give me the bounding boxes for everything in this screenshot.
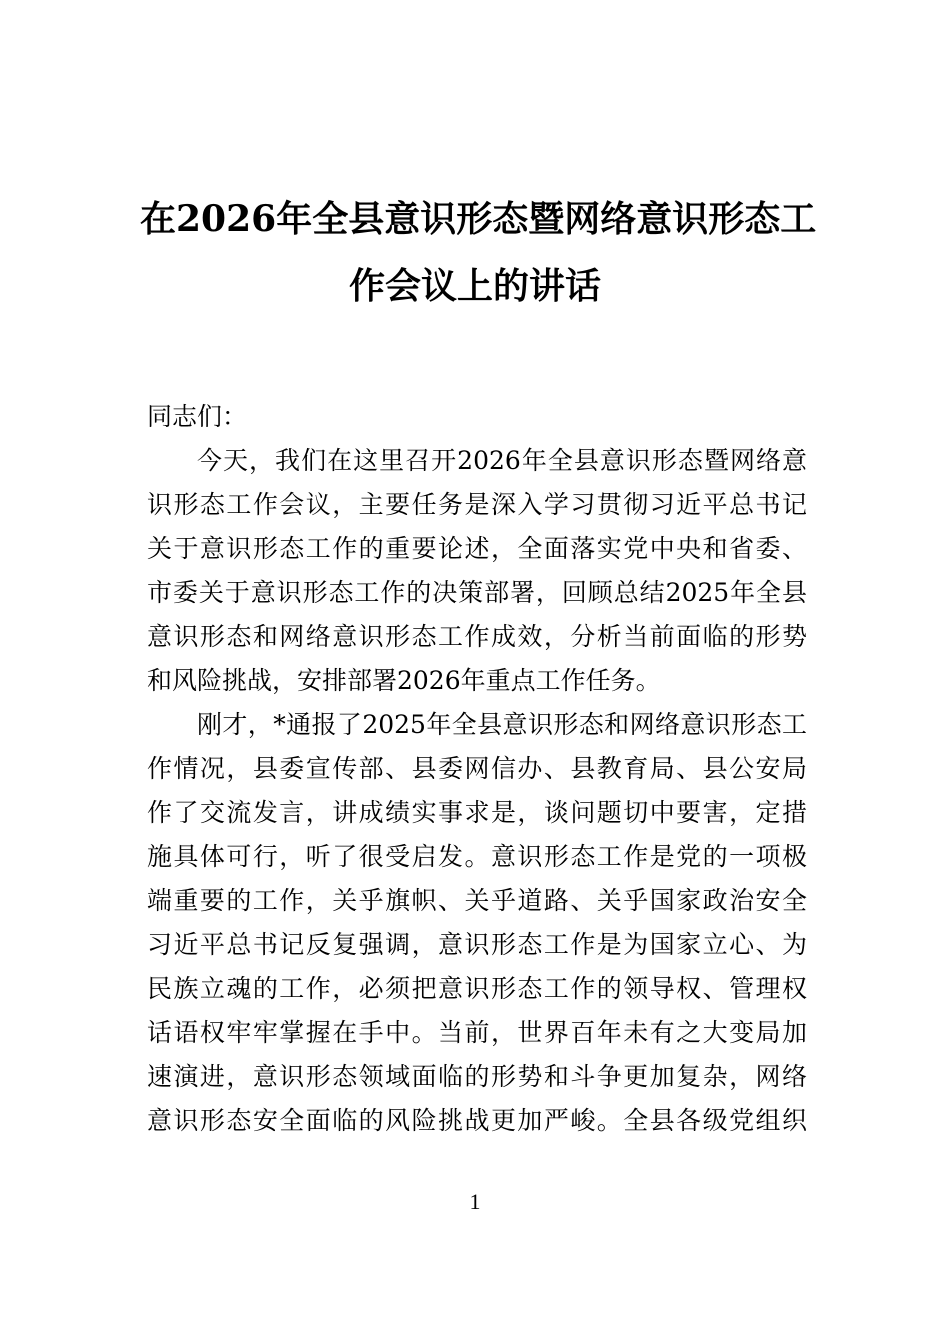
paragraph-line: 识形态工作会议，主要任务是深入学习贯彻习近平总书记 <box>147 490 807 519</box>
paragraph-line: 端重要的工作，关乎旗帜、关乎道路、关乎国家政治安全 <box>147 886 807 915</box>
paragraph-line: 作情况，县委宣传部、县委网信办、县教育局、县公安局 <box>147 754 807 783</box>
page-number: 1 <box>469 1189 481 1214</box>
paragraph-line: 施具体可行，听了很受启发。意识形态工作是党的一项极 <box>147 842 807 871</box>
paragraph-line: 作了交流发言，讲成绩实事求是，谈问题切中要害，定措 <box>147 798 807 827</box>
paragraph-line: 民族立魂的工作，必须把意识形态工作的领导权、管理权 <box>147 974 807 1003</box>
salutation: 同志们： <box>147 402 248 431</box>
paragraph-2 <box>147 703 807 1143</box>
paragraph-line: 今天，我们在这里召开2026年全县意识形态暨网络意 <box>197 446 807 475</box>
paragraph-line: 话语权牢牢掌握在手中。当前，世界百年未有之大变局加 <box>147 1018 807 1047</box>
paragraph-line: 速演进，意识形态领域面临的形势和斗争更加复杂，网络 <box>147 1062 807 1091</box>
paragraph-line: 关于意识形态工作的重要论述，全面落实党中央和省委、 <box>147 534 807 563</box>
paragraph-line: 和风险挑战，安排部署2026年重点工作任务。 <box>147 666 661 695</box>
document-body <box>147 395 807 1143</box>
document-title-line-1: 在2026年全县意识形态暨网络意识形态工 <box>140 198 817 240</box>
paragraph-line: 意识形态安全面临的风险挑战更加严峻。全县各级党组织 <box>147 1106 807 1135</box>
document-title-line-2: 作会议上的讲话 <box>348 265 601 307</box>
paragraph-line: 市委关于意识形态工作的决策部署，回顾总结2025年全县 <box>147 578 807 607</box>
paragraph-1 <box>147 439 807 703</box>
paragraph-line: 刚才，*通报了2025年全县意识形态和网络意识形态工 <box>197 710 807 739</box>
paragraph-line: 意识形态和网络意识形态工作成效，分析当前面临的形势 <box>147 622 807 651</box>
paragraph-line: 习近平总书记反复强调，意识形态工作是为国家立心、为 <box>147 930 807 959</box>
